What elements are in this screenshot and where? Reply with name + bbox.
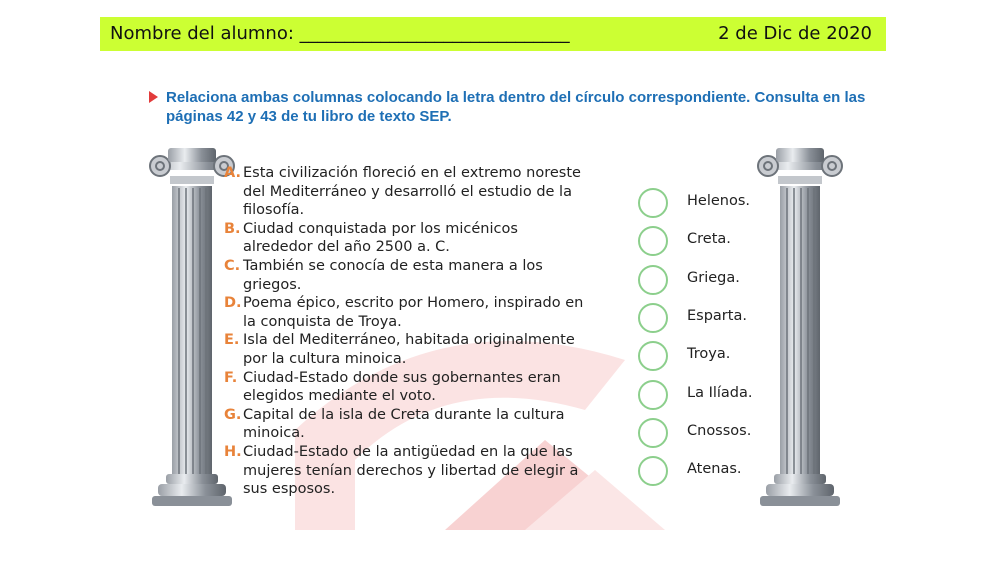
- statement-item: [224, 406, 584, 443]
- statement-letter: B.: [224, 220, 241, 237]
- answer-circle-input[interactable]: [638, 226, 668, 256]
- statement-text: Ciudad conquistada por los micénicos alrededor del año 2500 a. C.: [243, 220, 518, 256]
- option-row: [638, 456, 778, 486]
- statement-letter: G.: [224, 406, 242, 423]
- answer-circle-input[interactable]: [638, 303, 668, 333]
- date-label: 2 de Dic de 2020: [718, 23, 872, 44]
- option-row: [638, 188, 778, 218]
- option-row: [638, 303, 778, 333]
- statement-letter: A.: [224, 165, 241, 181]
- option-label: Helenos.: [687, 193, 750, 209]
- option-label: Griega.: [687, 270, 740, 286]
- instructions: [149, 88, 869, 126]
- option-label: Troya.: [687, 346, 731, 362]
- bullet-triangle-icon: [149, 91, 158, 103]
- option-row: [638, 265, 778, 295]
- option-row: [638, 226, 778, 256]
- statement-text: Isla del Mediterráneo, habitada originalmente por la cultura minoica.: [243, 332, 575, 367]
- option-row: [638, 341, 778, 371]
- statement-item: [224, 220, 584, 257]
- statement-letter: H.: [224, 443, 242, 460]
- student-name-label: Nombre del alumno: ______________________________: [110, 23, 570, 44]
- statement-text: Capital de la isla de Creta durante la cultura minoica.: [243, 406, 565, 442]
- answer-circle-input[interactable]: [638, 456, 668, 486]
- statement-item: [224, 331, 584, 368]
- statement-letter: F.: [224, 369, 238, 386]
- statement-text: Ciudad-Estado de la antigüedad en la que las mujeres tenían derechos y libertad de elegir a sus esposos.: [243, 443, 579, 498]
- answer-circle-input[interactable]: [638, 380, 668, 410]
- instructions-text: Relaciona ambas columnas colocando la letra dentro del círculo correspondiente. Consulta en las páginas 42 y 43 de tu libro de texto SEP.: [166, 89, 866, 125]
- option-label: La Ilíada.: [687, 385, 753, 401]
- answer-circle-input[interactable]: [638, 265, 668, 295]
- statements-list: [224, 164, 584, 499]
- statement-text: También se conocía de esta manera a los griegos.: [243, 257, 543, 293]
- column-pillar-left-icon: [148, 140, 236, 510]
- statement-item: [224, 164, 584, 220]
- header-bar: [100, 17, 886, 51]
- statement-letter: D.: [224, 295, 242, 312]
- statement-text: Ciudad-Estado donde sus gobernantes eran elegidos mediante el voto.: [243, 369, 561, 405]
- option-row: [638, 380, 778, 410]
- option-label: Cnossos.: [687, 423, 752, 439]
- statement-item: [224, 294, 584, 331]
- statement-text: Poema épico, escrito por Homero, inspirado en la conquista de Troya.: [243, 295, 584, 330]
- statement-text: Esta civilización floreció en el extremo noreste del Mediterráneo y desarrolló el estudio de la filosofía.: [243, 165, 581, 219]
- statement-letter: E.: [224, 332, 240, 349]
- answer-circle-input[interactable]: [638, 188, 668, 218]
- statement-item: [224, 257, 584, 294]
- answer-circle-input[interactable]: [638, 418, 668, 448]
- statement-item: [224, 443, 584, 499]
- option-row: [638, 418, 778, 448]
- statement-item: [224, 369, 584, 406]
- option-label: Atenas.: [687, 461, 742, 477]
- statement-letter: C.: [224, 257, 241, 274]
- option-label: Esparta.: [687, 308, 747, 324]
- answer-circle-input[interactable]: [638, 341, 668, 371]
- option-label: Creta.: [687, 231, 731, 247]
